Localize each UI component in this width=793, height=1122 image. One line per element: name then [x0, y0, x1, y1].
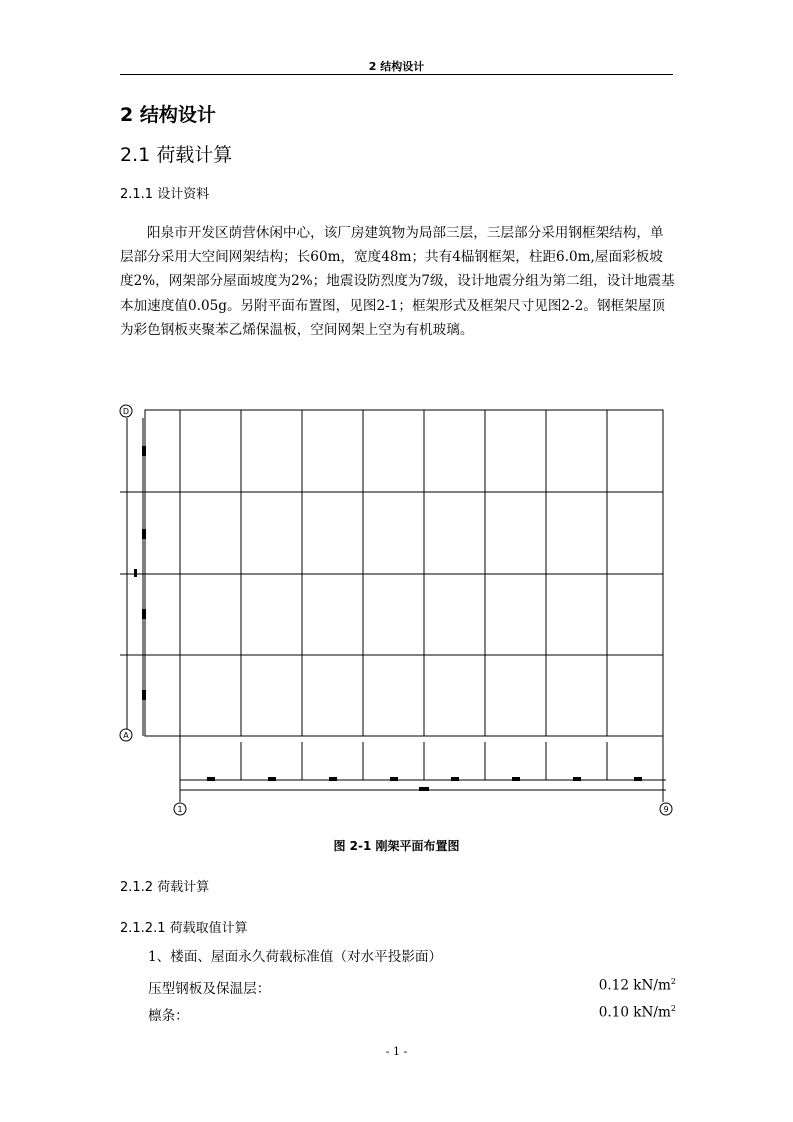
frame-plan-figure	[118, 402, 678, 822]
chapter-heading: 2 结构设计	[120, 104, 216, 126]
load-value: 0.12 kN/m	[598, 977, 671, 994]
axis-label-bottom: A	[123, 731, 129, 740]
list-item: 1、楼面、屋面永久荷载标准值（对水平投影面）	[148, 949, 443, 965]
load-row	[148, 1004, 676, 1024]
load-unit-sup: 2	[670, 1004, 676, 1013]
subsubsection-heading: 2.1.2.1 荷载取值计算	[120, 921, 248, 936]
load-label: 压型钢板及保温层：	[148, 981, 271, 997]
load-row	[148, 977, 676, 997]
body-paragraph: 阳泉市开发区荫营休闲中心，该厂房建筑物为局部三层，三层部分采用钢框架结构，单层部分采用大空间网架结构；长60m，宽度48m；共有4榀钢框架，柱距6.0m,屋面彩板坡度2%，网架部分屋面坡度为2%；地震设防烈度为7级，设计地震分组为第二组，设计地震基本加速度值0.05g。另附平面布置图，见图2-1；框架形式及框架尺寸见图2-2。钢框架屋顶为彩色钢板夹聚苯乙烯保温板，空间网架上空为有机玻璃。	[120, 225, 675, 338]
subsection-heading: 2.1.1 设计资料	[120, 187, 210, 202]
page-number: - 1 -	[385, 1045, 408, 1058]
figure-caption: 图 2-1 刚架平面布置图	[333, 839, 460, 853]
plan-outline	[145, 410, 663, 736]
section-heading: 2.1 荷载计算	[120, 144, 233, 166]
running-header: 2 结构设计	[368, 60, 425, 73]
axis-label-left: 1	[177, 805, 183, 814]
axis-label-right: 9	[663, 805, 669, 814]
load-value-wrap	[599, 1004, 676, 1024]
header-rule	[120, 74, 673, 75]
load-unit-sup: 2	[670, 977, 676, 986]
load-value-wrap	[599, 977, 676, 997]
subsection-heading-2: 2.1.2 荷载计算	[120, 880, 210, 895]
load-value: 0.10 kN/m	[598, 1004, 671, 1021]
load-label: 檩条：	[148, 1008, 189, 1024]
axis-label-top: D	[122, 407, 130, 416]
